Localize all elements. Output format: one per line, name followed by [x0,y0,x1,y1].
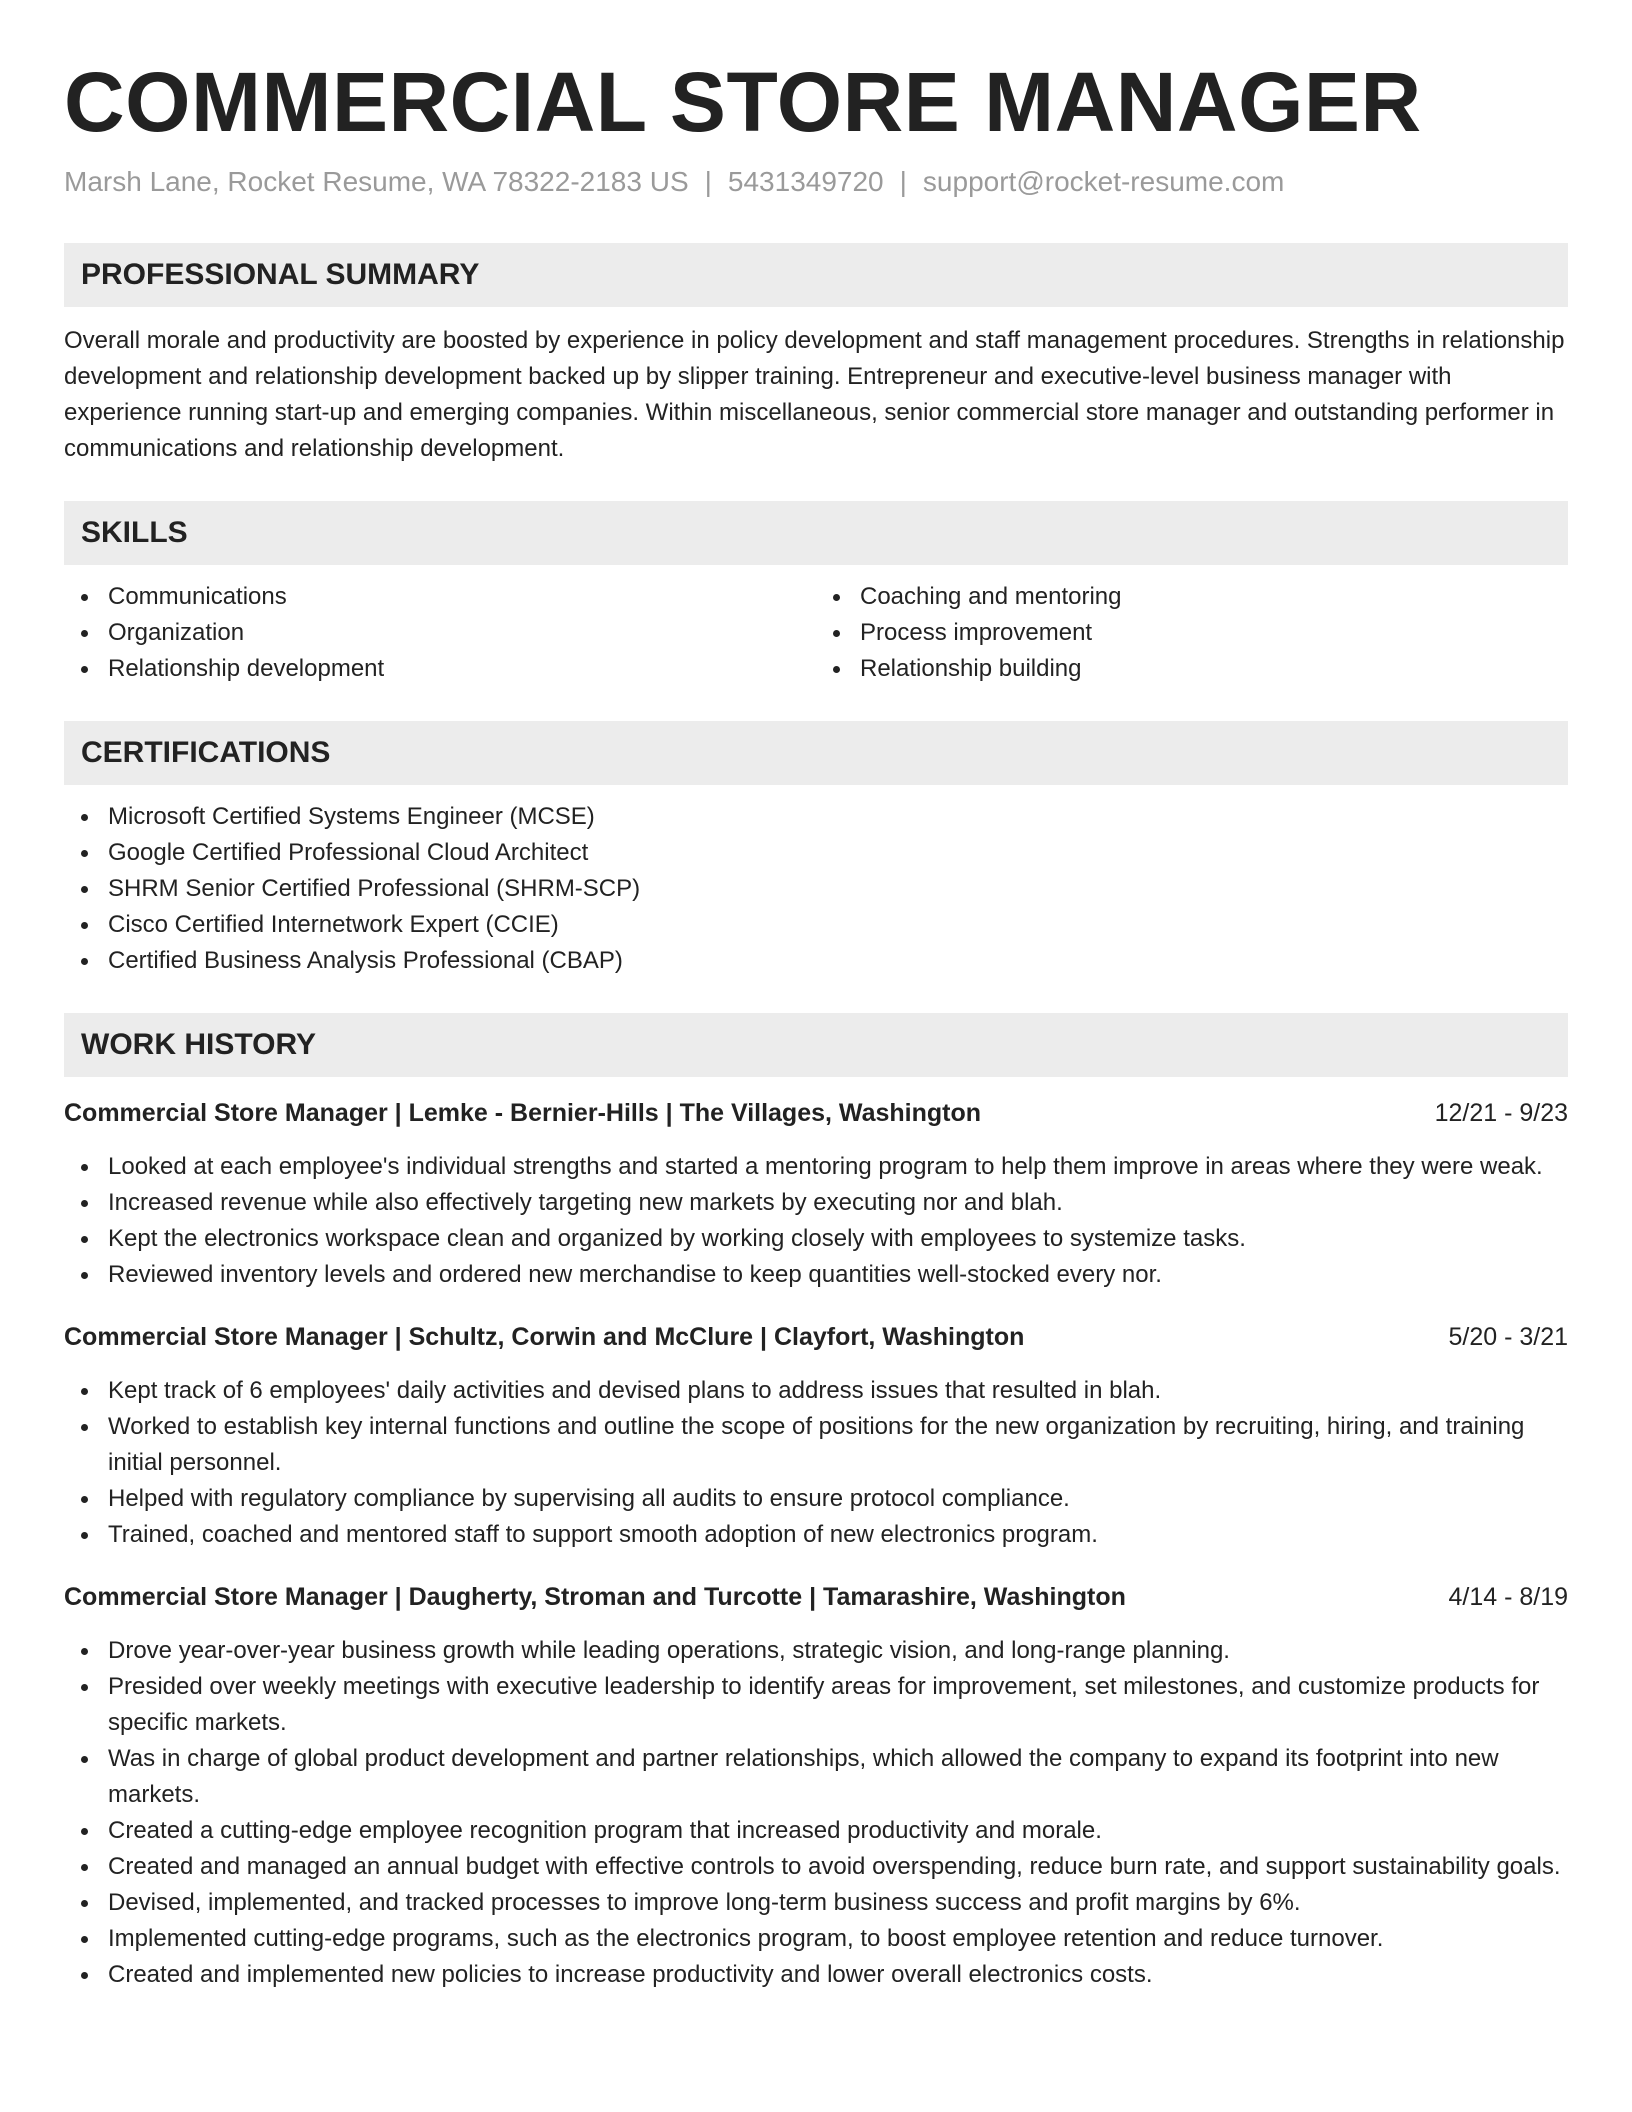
job-title: Commercial Store Manager | Daugherty, Stroman and Turcotte | Tamarashire, Washington [64,1583,1126,1611]
job-bullet: Reviewed inventory levels and ordered new merchandise to keep quantities well-stocked every nor. [64,1257,1568,1293]
certification-item: Google Certified Professional Cloud Architect [64,835,1568,871]
skill-item: Coaching and mentoring [816,579,1568,615]
job-dates: 5/20 - 3/21 [1448,1323,1568,1351]
summary-section [64,243,1568,467]
skill-item: Organization [64,615,816,651]
skills-heading: SKILLS [64,501,1568,565]
job-dates: 4/14 - 8/19 [1448,1583,1568,1611]
skill-item: Communications [64,579,816,615]
certifications-list [64,799,1568,979]
skill-item: Relationship building [816,651,1568,687]
certification-item: Certified Business Analysis Professional (CBAP) [64,943,1568,979]
job-bullets [64,1149,1568,1293]
certifications-section [64,721,1568,979]
contact-email: support@rocket-resume.com [922,166,1285,197]
skills-section [64,501,1568,687]
job-entry [64,1579,1568,1993]
work-history-section [64,1013,1568,1993]
job-bullet: Drove year-over-year business growth while leading operations, strategic vision, and long-range planning. [64,1633,1568,1669]
job-bullet: Helped with regulatory compliance by supervising all audits to ensure protocol compliance. [64,1481,1568,1517]
contact-separator: | [704,166,712,197]
job-bullet: Looked at each employee's individual strengths and started a mentoring program to help them improve in areas where they were weak. [64,1149,1568,1185]
contact-phone: 5431349720 [727,166,884,197]
contact-line [64,162,1568,202]
job-bullet: Implemented cutting-edge programs, such as the electronics program, to boost employee retention and reduce turnover. [64,1921,1568,1957]
job-bullets [64,1633,1568,1993]
job-bullet: Increased revenue while also effectively targeting new markets by executing nor and blah. [64,1185,1568,1221]
job-entry [64,1319,1568,1553]
job-bullets [64,1373,1568,1553]
skill-item: Process improvement [816,615,1568,651]
job-bullet: Was in charge of global product development and partner relationships, which allowed the company to expand its footprint into new markets. [64,1741,1568,1813]
certifications-heading: CERTIFICATIONS [64,721,1568,785]
job-header [64,1095,1568,1131]
skills-grid [64,579,1568,687]
summary-text: Overall morale and productivity are boosted by experience in policy development and staff management procedures. Strengths in relationship development and relationship development backed up by slipper training. Entrepreneur and executive-level business manager with experience running start-up and emerging companies. Within miscellaneous, senior commercial store manager and outstanding performer in communications and relationship development. [64,327,1565,462]
job-title: Commercial Store Manager | Schultz, Corwin and McClure | Clayfort, Washington [64,1323,1025,1351]
job-header [64,1319,1568,1355]
certification-item: Microsoft Certified Systems Engineer (MCSE) [64,799,1568,835]
job-bullet: Created a cutting-edge employee recognition program that increased productivity and morale. [64,1813,1568,1849]
job-bullet: Trained, coached and mentored staff to support smooth adoption of new electronics program. [64,1517,1568,1553]
candidate-name: COMMERCIAL STORE MANAGER [64,55,1422,149]
contact-separator: | [899,166,907,197]
job-bullet: Created and implemented new policies to increase productivity and lower overall electronics costs. [64,1957,1568,1993]
work-history-heading: WORK HISTORY [64,1013,1568,1077]
job-dates: 12/21 - 9/23 [1434,1099,1568,1127]
job-bullet: Devised, implemented, and tracked processes to improve long-term business success and profit margins by 6%. [64,1885,1568,1921]
skills-right-list [816,579,1568,687]
summary-heading: PROFESSIONAL SUMMARY [64,243,1568,307]
contact-address: Marsh Lane, Rocket Resume, WA 78322-2183 US [64,166,689,197]
skills-left-list [64,579,816,687]
job-header [64,1579,1568,1615]
job-entry [64,1095,1568,1293]
job-bullet: Created and managed an annual budget with effective controls to avoid overspending, reduce burn rate, and support sustainability goals. [64,1849,1568,1885]
job-bullet: Worked to establish key internal functions and outline the scope of positions for the new organization by recruiting, hiring, and training initial personnel. [64,1409,1568,1481]
skill-item: Relationship development [64,651,816,687]
job-title: Commercial Store Manager | Lemke - Bernier-Hills | The Villages, Washington [64,1099,982,1127]
certification-item: Cisco Certified Internetwork Expert (CCIE) [64,907,1568,943]
job-bullet: Presided over weekly meetings with executive leadership to identify areas for improvement, set milestones, and customize products for specific markets. [64,1669,1568,1741]
job-bullet: Kept the electronics workspace clean and organized by working closely with employees to systemize tasks. [64,1221,1568,1257]
certification-item: SHRM Senior Certified Professional (SHRM-SCP) [64,871,1568,907]
job-bullet: Kept track of 6 employees' daily activities and devised plans to address issues that resulted in blah. [64,1373,1568,1409]
